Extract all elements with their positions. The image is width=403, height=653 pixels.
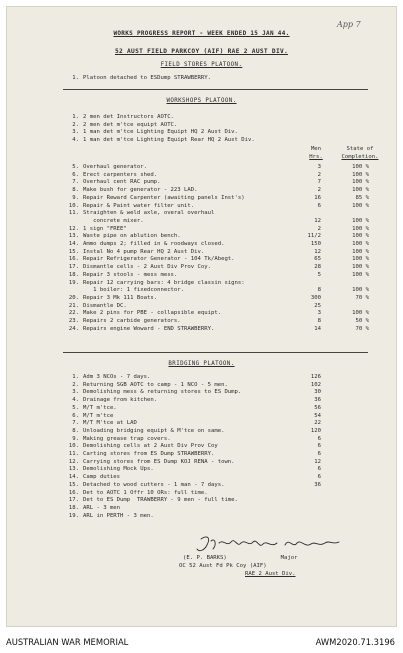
item-completion: 100 % [352,248,369,255]
item-text: Repair & Paint water filter unit. [83,202,195,209]
item-hours: 8 [317,318,321,324]
item-number: 3. [72,129,79,136]
item-number: 9. [72,435,79,442]
item-hours: 12 [314,217,321,224]
list-item [7,397,398,405]
item-number: 20. [68,294,79,301]
bridging-heading: BRIDGING PLATOON. [168,361,235,367]
list-item [7,505,398,513]
item-text: Erect carpenters shed. [83,171,158,178]
item-completion: 100 % [352,187,369,194]
list-item [7,203,398,211]
item-text: Make 2 pins for PBE - collapsible equipt. [83,310,222,317]
section-divider [63,89,368,90]
item-number: 13. [68,233,79,240]
item-text: Det to ES Dump TRAWBERRY - 9 men - full time. [83,497,238,504]
item-completion: 100 % [352,271,369,278]
item-number: 15. [68,481,79,488]
item-number: 6. [72,171,79,178]
item-hours: 56 [314,404,321,411]
item-number: 19. [68,279,79,286]
item-hours: 126 [310,374,321,380]
signatory-rank: Major [280,555,298,561]
item-hours: 12 [314,458,321,465]
list-item [7,75,398,83]
item-number: 2. [72,121,79,128]
signatory-line-1 [183,555,298,563]
list-item [7,474,398,482]
hrs-column-label: Hrs. [309,154,323,160]
item-number: 12. [68,225,79,232]
item-hours: 6 [317,451,321,457]
list-item [7,482,398,490]
item-number: 10. [68,443,79,450]
item-number: 12. [68,458,79,465]
item-text: Repair 3 stools - mess mess. [83,271,178,278]
item-text: Straighten & weld axle, overal overhaul [83,210,215,217]
item-text: Carting stores from ES Dump STRAWBERRY. [83,451,215,457]
item-number: 5. [72,164,79,170]
item-number: 1. [72,374,79,380]
archive-reference: AWM2020.71.3196 [315,637,395,647]
item-text: 1 man det m'tce Lighting Equipt HQ 2 Aust Div. [83,129,238,136]
item-number: 16. [68,489,79,496]
item-hours: 150 [310,241,321,247]
item-number: 2. [72,381,79,388]
item-text: Demolishing Mock Ups. [83,466,154,473]
item-hours: 2 [317,187,321,194]
item-text: Making grease trap covers. [83,435,171,442]
item-number: 4. [72,397,79,404]
item-text: 1 sign "FREE" [83,225,127,232]
item-hours: 300 [310,294,321,301]
list-item [7,256,398,264]
item-text: ARL - 3 men [83,504,121,511]
item-text: ARL in PERTH - 3 men. [83,512,154,519]
item-text: Dismantle cells - 2 Aust Div Prov Coy. [83,264,211,271]
item-number: 21. [68,302,79,309]
item-completion: 100 % [352,256,369,263]
item-number: 18. [68,271,79,278]
handwritten-signature [193,533,353,555]
list-item [7,233,398,241]
item-completion: 100 % [352,264,369,271]
item-hours: 3 [317,164,321,170]
item-text: Instal No 4 pump Rear HQ 2 Aust Div. [83,248,205,255]
list-item [7,218,398,226]
list-item [7,137,398,145]
item-completion: 100 % [352,164,369,170]
list-item [7,389,398,397]
item-hours: 22 [314,420,321,427]
item-text: Overhaul cent RAC pump. [83,179,161,186]
item-number: 9. [72,194,79,201]
item-hours: 2 [317,225,321,232]
item-hours: 6 [317,202,321,209]
item-text: 1 man det m'tce Lighting Equipt Rear HQ 2 Aust Div. [83,137,255,144]
workshops-heading: WORKSHOPS PLATOON. [166,98,237,104]
list-item [7,179,398,187]
item-text: Ammo dumps 2; filled in & roodways closed. [83,241,225,247]
item-number: 13. [68,466,79,473]
item-number: 24. [68,325,79,332]
list-item [7,210,398,218]
men-column-label: Men [310,146,322,152]
item-completion: 100 % [352,310,369,317]
item-text: 1 boiler: 1 fixedconnector. [83,287,185,294]
item-completion: 50 % [355,318,369,324]
item-text: Repair Reward Carpenter (awaiting panels Inst's) [83,194,245,201]
item-hours: 6 [317,443,321,450]
list-item [7,318,398,326]
item-number: 5. [72,404,79,411]
reference-annotation: App 7 [337,20,361,29]
list-item [7,374,398,382]
item-number: 7. [72,179,79,186]
item-number: 11. [68,451,79,457]
item-text: 2 men det Instructors AOTC. [83,114,174,120]
item-number: 18. [68,504,79,511]
item-hours: 2 [317,171,321,178]
report-title: WORKS PROGRESS REPORT - WEEK ENDED 15 JAN 44. [113,30,290,37]
state-of-column-label: State of [346,146,374,152]
list-item [7,413,398,421]
list-item [7,513,398,521]
list-item [7,187,398,195]
item-number: 22. [68,310,79,317]
list-item [7,459,398,467]
item-hours: 25 [314,302,321,309]
item-text: M/T M'tce at LAD [83,420,137,427]
item-completion: 85 % [355,194,369,201]
item-number: 10. [68,202,79,209]
item-text: Repair Refrigerator Generator - 104 Tk/Abegt. [83,256,235,263]
item-number: 19. [68,512,79,519]
item-hours: 120 [310,427,321,434]
item-text: Returning SGB AOTC to camp - 1 NCO - 5 men. [83,381,228,388]
item-text: Camp duties [83,474,121,481]
list-item [7,490,398,498]
list-item [7,497,398,505]
signatory-name: (E. P. BARKS) [183,555,227,561]
item-hours: 65 [314,256,321,263]
list-item [7,122,398,130]
list-item [7,249,398,257]
item-hours: 28 [314,264,321,271]
item-text: Repairs engine Woward - END STRAWBERRY. [83,325,215,332]
list-item [7,443,398,451]
item-number: 17. [68,497,79,504]
item-number: 14. [68,474,79,481]
signatory-unit: OC 52 Aust Fd Pk Coy (AIF) [179,563,267,569]
item-hours: 3 [317,310,321,317]
list-item [7,405,398,413]
item-text: Drainage from kitchen. [83,397,158,404]
item-hours: 36 [314,397,321,404]
item-hours: 6 [317,435,321,442]
item-hours: 12 [314,248,321,255]
section-divider [63,352,368,353]
item-text: Dismantle DC. [83,302,127,309]
item-completion: 100 % [352,217,369,224]
item-completion: 100 % [352,233,369,240]
document-page [6,6,397,627]
list-item [7,428,398,436]
archive-name: AUSTRALIAN WAR MEMORIAL [6,637,129,647]
list-item [7,303,398,311]
item-text: Detached to wood cutters - 1 man - 7 days. [83,481,225,488]
item-completion: 100 % [352,202,369,209]
item-number: 6. [72,412,79,419]
item-number: 1. [72,75,79,81]
item-hours: 30 [314,389,321,396]
item-number: 11. [68,210,79,217]
item-number: 3. [72,389,79,396]
item-number: 23. [68,318,79,324]
item-hours: 5 [317,271,321,278]
unit-title: 52 AUST FIELD PARKCOY (AIF) RAE 2 AUST DIV. [114,48,289,55]
item-number: 17. [68,264,79,271]
list-item [7,287,398,295]
item-number: 8. [72,427,79,434]
item-hours: 6 [317,474,321,481]
list-item [7,436,398,444]
completion-column-label: Completion. [341,154,379,160]
item-number: 4. [72,137,79,144]
item-text: Carrying stores from ES Dump KOJ RENA - town. [83,458,235,465]
item-number: 14. [68,241,79,247]
signatory-formation: RAE 2 Aust Div. [245,571,296,577]
list-item [7,241,398,249]
item-text: Det to AOTC 1 Offr 10 ORs: full time. [83,489,208,496]
list-item [7,420,398,428]
item-text: Adm 3 NCOs - 7 days. [83,374,151,380]
item-text: Make bush for generator - 223 LAD. [83,187,198,194]
list-item [7,264,398,272]
item-completion: 100 % [352,179,369,186]
item-text: Repair 12 carrying bars: 4 bridge classin signs: [83,279,245,286]
item-hours: 54 [314,412,321,419]
item-text: M/T m'tce [83,412,114,419]
list-item [7,466,398,474]
list-item [7,164,398,172]
item-completion: 70 % [355,325,369,332]
item-number: 1. [72,114,79,120]
item-hours: 36 [314,481,321,488]
item-text: concrete mixer. [83,217,144,224]
item-hours: 14 [314,325,321,332]
item-hours: 102 [310,381,321,388]
item-text: Platoon detached to ESDump STRAWBERRY. [83,75,211,81]
item-text: Repairs 2 carbide generators. [83,318,181,324]
list-item [7,172,398,180]
item-completion: 70 % [355,294,369,301]
list-item [7,129,398,137]
item-hours: 8 [317,287,321,294]
list-item [7,114,398,122]
item-completion: 100 % [352,241,369,247]
list-item [7,310,398,318]
archive-footer [0,631,403,653]
item-number: 15. [68,248,79,255]
item-text: Repair 3 Mk 111 Boats. [83,294,158,301]
item-number: 16. [68,256,79,263]
item-text: 2 men det m'tce equipt AOTC. [83,121,178,128]
item-hours: 7 [317,179,321,186]
item-completion: 100 % [352,171,369,178]
list-item [7,295,398,303]
item-number: 7. [72,420,79,427]
item-number: 8. [72,187,79,194]
list-item [7,451,398,459]
list-item [7,195,398,203]
item-text: Overhaul generator. [83,164,147,170]
list-item [7,280,398,288]
item-text: Unloading bridging equipt & M'tce on same. [83,427,225,434]
list-item [7,272,398,280]
field-stores-heading: FIELD STORES PLATOON. [160,62,243,68]
item-hours: 11/2 [307,233,321,240]
item-completion: 100 % [352,225,369,232]
item-completion: 100 % [352,287,369,294]
item-hours: 6 [317,466,321,473]
item-hours: 16 [314,194,321,201]
list-item [7,382,398,390]
item-text: M/T m'tce. [83,404,117,411]
list-item [7,326,398,334]
item-text: Demolishing cells at 2 Aust Div Prov Coy [83,443,218,450]
item-text: Demolishing mess & returning stores to ES Dump. [83,389,242,396]
item-text: Waste pipe on ablution bench. [83,233,181,240]
list-item [7,226,398,234]
